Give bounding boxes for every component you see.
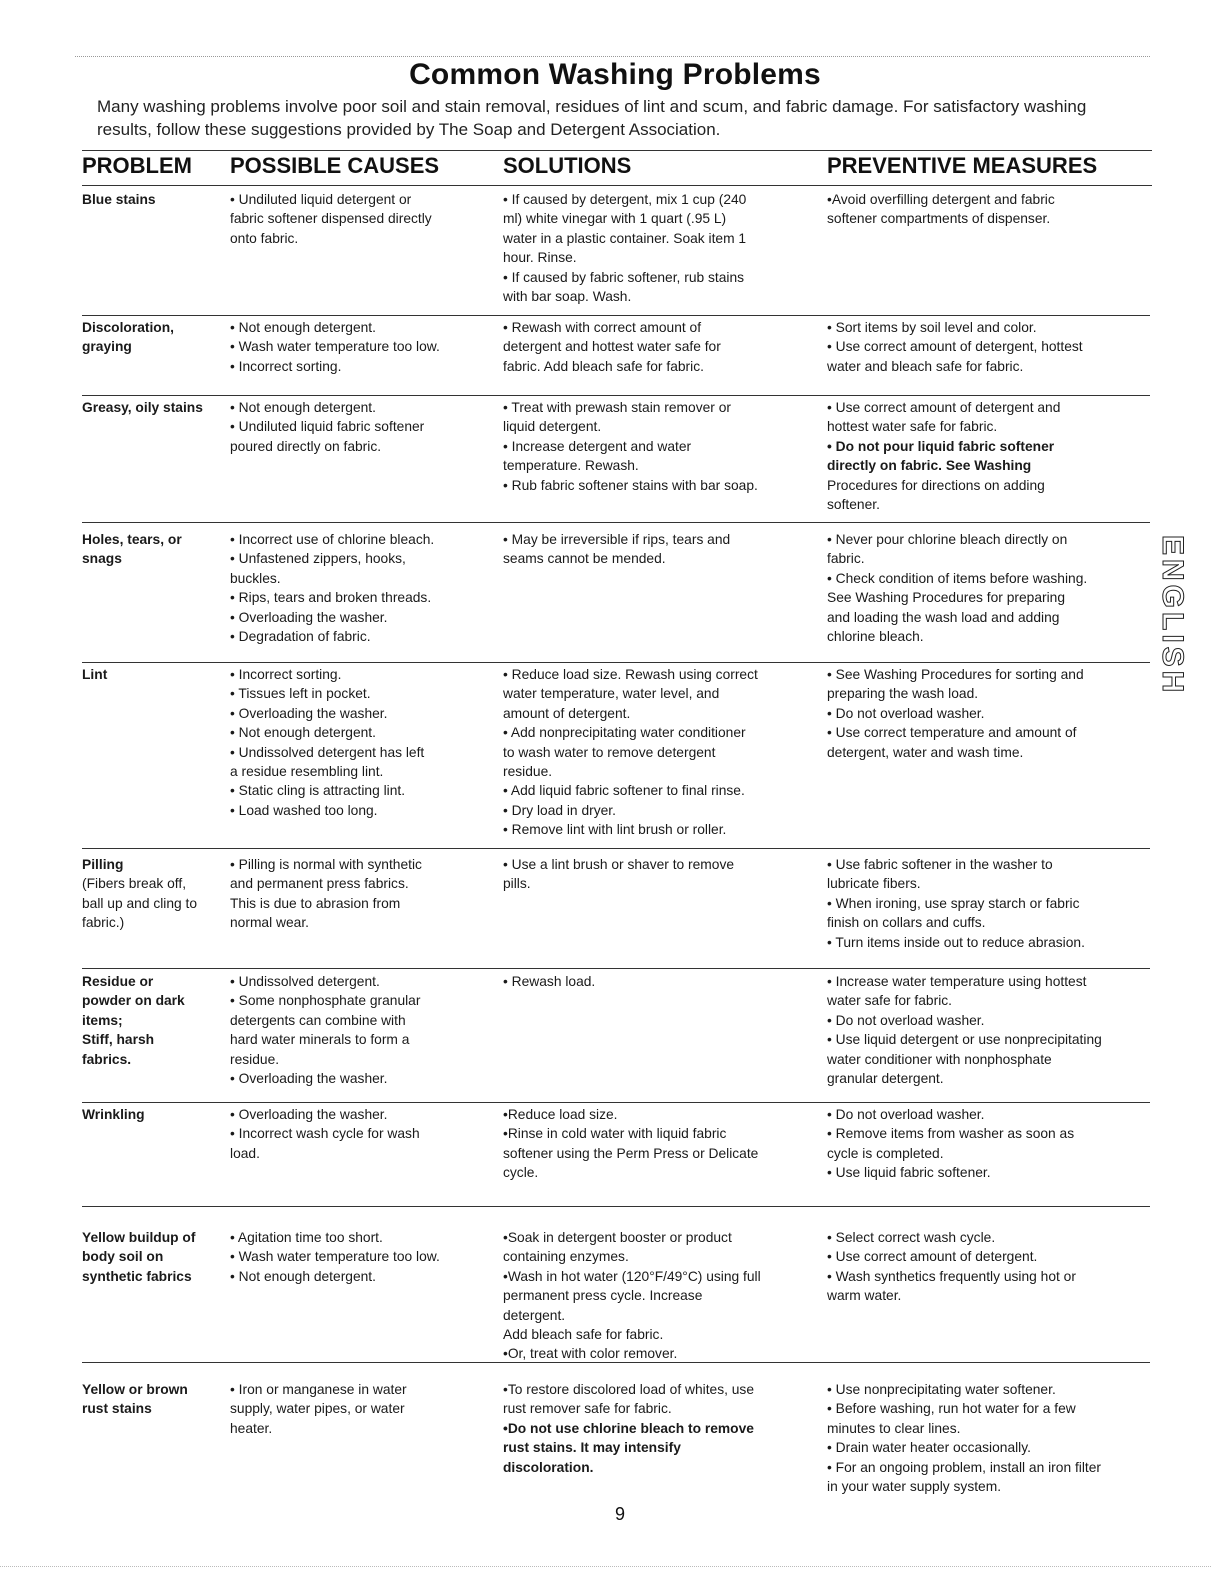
problem-cell bbox=[82, 972, 222, 1069]
causes-cell-line: This is due to abrasion from bbox=[230, 895, 401, 911]
causes-cell-line: • Not enough detergent. bbox=[230, 320, 376, 335]
solutions-cell-line: detergent. bbox=[503, 1307, 566, 1323]
causes-cell-line: detergents can combine with bbox=[230, 1012, 406, 1028]
problem-cell-line: rust stains bbox=[82, 1401, 152, 1417]
solutions-cell-line: discoloration. bbox=[503, 1459, 594, 1475]
causes-cell bbox=[230, 665, 495, 820]
preventive-cell-line: • Use liquid fabric softener. bbox=[827, 1165, 991, 1181]
preventive-cell-line: softener compartments of dispenser. bbox=[827, 211, 1051, 227]
solutions-cell-line: ml) white vinegar with 1 quart (.95 L) bbox=[503, 211, 727, 227]
solutions-cell-line: • Increase detergent and water bbox=[503, 438, 692, 454]
page-title: Common Washing Problems bbox=[409, 58, 821, 91]
preventive-cell-line: hottest water safe for fabric. bbox=[827, 419, 998, 435]
causes-cell-line: • Static cling is attracting lint. bbox=[230, 783, 406, 799]
preventive-cell bbox=[827, 190, 1157, 229]
causes-cell-line: • Rips, tears and broken threads. bbox=[230, 590, 432, 606]
header-causes: POSSIBLE CAUSES bbox=[230, 153, 440, 178]
solutions-cell-line: residue. bbox=[503, 764, 553, 780]
preventive-cell-line: •Avoid overfilling detergent and fabric bbox=[827, 192, 1055, 207]
causes-cell-line: • Unfastened zippers, hooks, bbox=[230, 551, 406, 567]
problem-cell-line: items; bbox=[82, 1012, 123, 1028]
header-problem: PROBLEM bbox=[82, 153, 192, 178]
solutions-cell-line: •Reduce load size. bbox=[503, 1107, 618, 1122]
causes-cell-line: • Overloading the washer. bbox=[230, 1071, 388, 1087]
problem-cell-line: Stiff, harsh bbox=[82, 1032, 155, 1048]
solutions-cell-line: • Rewash with correct amount of bbox=[503, 320, 702, 335]
problem-note-line: fabric.) bbox=[82, 915, 125, 931]
row-separator bbox=[82, 1102, 1150, 1103]
causes-cell-line: • Not enough detergent. bbox=[230, 725, 376, 741]
preventive-cell-line: water safe for fabric. bbox=[827, 993, 952, 1009]
preventive-cell bbox=[827, 665, 1157, 762]
problem-cell bbox=[82, 665, 222, 684]
problem-cell-line: synthetic fabrics bbox=[82, 1268, 192, 1284]
causes-cell-line: • Wash water temperature too low. bbox=[230, 1249, 440, 1265]
preventive-cell bbox=[827, 972, 1157, 1088]
causes-cell-line: residue. bbox=[230, 1051, 280, 1067]
solutions-cell-line: permanent press cycle. Increase bbox=[503, 1288, 703, 1304]
causes-cell-line: load. bbox=[230, 1145, 260, 1161]
solutions-cell-line: cycle. bbox=[503, 1165, 539, 1181]
problem-cell-line: Discoloration, bbox=[82, 320, 174, 335]
bottom-rule bbox=[0, 1566, 1211, 1567]
preventive-cell-line: • Use nonprecipitating water softener. bbox=[827, 1382, 1056, 1397]
solutions-cell-line: detergent and hottest water safe for bbox=[503, 339, 721, 355]
preventive-cell-line: finish on collars and cuffs. bbox=[827, 915, 986, 931]
preventive-cell-line: • Wash synthetics frequently using hot or bbox=[827, 1268, 1076, 1284]
preventive-cell-line: preparing the wash load. bbox=[827, 686, 979, 702]
preventive-cell-line: • See Washing Procedures for sorting and bbox=[827, 667, 1084, 682]
problem-cell-line: Holes, tears, or bbox=[82, 532, 182, 547]
solutions-cell-line: • If caused by fabric softener, rub stains bbox=[503, 269, 745, 285]
preventive-cell-line: • Use correct amount of detergent. bbox=[827, 1249, 1038, 1265]
solutions-cell-line: • Reduce load size. Rewash using correct bbox=[503, 667, 758, 682]
preventive-cell-line: and loading the wash load and adding bbox=[827, 609, 1060, 625]
problem-cell-line: powder on dark bbox=[82, 993, 185, 1009]
causes-cell-line: • Overloading the washer. bbox=[230, 1107, 388, 1122]
intro-paragraph: Many washing problems involve poor soil and stain removal, residues of lint and scum, and fabric damage. For satisfactory washing results, follow these suggestions provided by The Soap and Detergent Association. bbox=[97, 97, 1087, 139]
preventive-cell bbox=[827, 398, 1157, 514]
causes-cell-line: • Undissolved detergent. bbox=[230, 974, 380, 989]
solutions-cell bbox=[503, 318, 818, 376]
solutions-cell-line: water in a plastic container. Soak item 1 bbox=[503, 230, 747, 246]
solutions-cell-line: rust stains. It may intensify bbox=[503, 1440, 681, 1456]
preventive-cell-line: • Select correct wash cycle. bbox=[827, 1230, 996, 1245]
solutions-cell-line: temperature. Rewash. bbox=[503, 458, 639, 474]
preventive-cell-line: • Remove items from washer as soon as bbox=[827, 1126, 1075, 1142]
solutions-cell-line: to wash water to remove detergent bbox=[503, 744, 716, 760]
preventive-cell-line: chlorine bleach. bbox=[827, 629, 924, 645]
causes-cell-line: • Undissolved detergent has left bbox=[230, 744, 425, 760]
solutions-cell-line: • Rub fabric softener stains with bar soap. bbox=[503, 477, 758, 493]
causes-cell-line: fabric softener dispensed directly bbox=[230, 211, 432, 227]
preventive-cell-line: granular detergent. bbox=[827, 1071, 944, 1087]
solutions-cell bbox=[503, 530, 818, 569]
problem-cell-line: Residue or bbox=[82, 974, 154, 989]
causes-cell-line: poured directly on fabric. bbox=[230, 438, 382, 454]
causes-cell-line: • Incorrect wash cycle for wash bbox=[230, 1126, 420, 1142]
causes-cell-line: supply, water pipes, or water bbox=[230, 1401, 405, 1417]
preventive-cell bbox=[827, 855, 1157, 952]
causes-cell bbox=[230, 855, 495, 933]
preventive-cell-line: minutes to clear lines. bbox=[827, 1420, 961, 1436]
solutions-cell-line: seams cannot be mended. bbox=[503, 551, 666, 567]
causes-cell-line: • Wash water temperature too low. bbox=[230, 339, 440, 355]
causes-cell bbox=[230, 972, 495, 1088]
causes-cell bbox=[230, 530, 495, 646]
solutions-cell-line: • Remove lint with lint brush or roller. bbox=[503, 822, 727, 838]
header-preventive: PREVENTIVE MEASURES bbox=[827, 153, 1098, 178]
preventive-cell-line: in your water supply system. bbox=[827, 1479, 1002, 1495]
causes-cell-line: a residue resembling lint. bbox=[230, 764, 384, 780]
solutions-cell bbox=[503, 855, 818, 894]
causes-cell-line: • Some nonphosphate granular bbox=[230, 993, 421, 1009]
preventive-cell-line: See Washing Procedures for preparing bbox=[827, 590, 1065, 606]
top-rule bbox=[75, 56, 1150, 57]
solutions-cell-line: •Or, treat with color remover. bbox=[503, 1346, 678, 1362]
preventive-cell bbox=[827, 318, 1157, 376]
causes-cell-line: • Not enough detergent. bbox=[230, 1268, 376, 1284]
preventive-cell-line: • Use correct amount of detergent, hottest bbox=[827, 339, 1083, 355]
solutions-cell-line: •Soak in detergent booster or product bbox=[503, 1230, 732, 1245]
problem-cell bbox=[82, 1380, 222, 1419]
language-tab bbox=[1155, 535, 1191, 697]
causes-cell bbox=[230, 318, 495, 376]
causes-cell-line: • Overloading the washer. bbox=[230, 705, 388, 721]
problem-cell-line: Greasy, oily stains bbox=[82, 400, 203, 415]
solutions-cell-line: •Rinse in cold water with liquid fabric bbox=[503, 1126, 727, 1142]
preventive-cell-line: • Use fabric softener in the washer to bbox=[827, 857, 1053, 872]
problem-cell bbox=[82, 855, 222, 933]
preventive-cell bbox=[827, 1380, 1157, 1496]
solutions-cell-line: • Dry load in dryer. bbox=[503, 802, 616, 818]
causes-cell-line: • Incorrect use of chlorine bleach. bbox=[230, 532, 435, 547]
causes-cell-line: normal wear. bbox=[230, 915, 309, 931]
solutions-cell-line: • Add liquid fabric softener to final rinse. bbox=[503, 783, 745, 799]
row-separator bbox=[82, 315, 1150, 316]
causes-cell bbox=[230, 1228, 495, 1286]
causes-cell-line: • Overloading the washer. bbox=[230, 609, 388, 625]
problem-cell-line: snags bbox=[82, 551, 122, 567]
causes-cell-line: • Undiluted liquid fabric softener bbox=[230, 419, 425, 435]
problem-cell-line: Yellow buildup of bbox=[82, 1230, 196, 1245]
preventive-cell bbox=[827, 530, 1157, 646]
preventive-cell-line: • Increase water temperature using hottest bbox=[827, 974, 1087, 989]
solutions-cell bbox=[503, 972, 818, 991]
causes-cell-line: hard water minerals to form a bbox=[230, 1032, 410, 1048]
problem-cell bbox=[82, 1228, 222, 1286]
solutions-cell-line: •Wash in hot water (120°F/49°C) using full bbox=[503, 1268, 761, 1284]
preventive-cell-line: • Do not overload washer. bbox=[827, 705, 985, 721]
solutions-cell bbox=[503, 398, 818, 495]
causes-cell-line: • Pilling is normal with synthetic bbox=[230, 857, 422, 872]
causes-cell-line: • Incorrect sorting. bbox=[230, 667, 342, 682]
problem-cell-line: fabrics. bbox=[82, 1051, 132, 1067]
preventive-cell bbox=[827, 1228, 1157, 1306]
solutions-cell-line: • Use a lint brush or shaver to remove bbox=[503, 857, 735, 872]
preventive-cell-line: water and bleach safe for fabric. bbox=[827, 358, 1024, 374]
row-separator bbox=[82, 395, 1150, 396]
solutions-cell-line: hour. Rinse. bbox=[503, 250, 577, 266]
causes-cell bbox=[230, 190, 495, 248]
solutions-cell-line: •To restore discolored load of whites, use bbox=[503, 1382, 755, 1397]
problem-cell-line: Pilling bbox=[82, 857, 124, 872]
solutions-cell-line: softener using the Perm Press or Delicate bbox=[503, 1145, 759, 1161]
causes-cell-line: and permanent press fabrics. bbox=[230, 876, 409, 892]
preventive-cell-line: • Do not pour liquid fabric softener bbox=[827, 438, 1055, 454]
preventive-cell-line: directly on fabric. See Washing bbox=[827, 458, 1032, 474]
solutions-cell-line: Add bleach safe for fabric. bbox=[503, 1327, 664, 1343]
solutions-cell bbox=[503, 1105, 818, 1183]
preventive-cell-line: softener. bbox=[827, 497, 880, 513]
problem-cell-line: graying bbox=[82, 339, 132, 355]
preventive-cell-line: fabric. bbox=[827, 551, 865, 567]
preventive-cell-line: • Do not overload washer. bbox=[827, 1107, 985, 1122]
solutions-cell bbox=[503, 665, 818, 840]
causes-cell-line: • Load washed too long. bbox=[230, 802, 378, 818]
solutions-cell-line: liquid detergent. bbox=[503, 419, 602, 435]
solutions-cell bbox=[503, 190, 818, 306]
preventive-cell-line: warm water. bbox=[827, 1288, 902, 1304]
preventive-cell-line: Procedures for directions on adding bbox=[827, 477, 1045, 493]
solutions-cell-line: •Do not use chlorine bleach to remove bbox=[503, 1420, 754, 1436]
problem-note-line: ball up and cling to bbox=[82, 895, 198, 911]
preventive-cell-line: • For an ongoing problem, install an iron filter bbox=[827, 1459, 1102, 1475]
causes-cell bbox=[230, 398, 495, 456]
solutions-cell-line: amount of detergent. bbox=[503, 705, 631, 721]
problem-cell-line: Yellow or brown bbox=[82, 1382, 188, 1397]
problem-cell-line: Blue stains bbox=[82, 192, 156, 207]
preventive-cell-line: • Use correct amount of detergent and bbox=[827, 400, 1061, 415]
causes-cell-line: buckles. bbox=[230, 570, 281, 586]
solutions-cell-line: with bar soap. Wash. bbox=[503, 289, 632, 305]
solutions-cell-line: • Treat with prewash stain remover or bbox=[503, 400, 731, 415]
problem-cell-line: body soil on bbox=[82, 1249, 164, 1265]
problem-cell bbox=[82, 190, 222, 209]
problem-cell bbox=[82, 398, 222, 417]
problem-cell-line: Lint bbox=[82, 667, 108, 682]
problem-note-line: (Fibers break off, bbox=[82, 876, 187, 892]
solutions-cell-line: rust remover safe for fabric. bbox=[503, 1401, 672, 1417]
preventive-cell-line: • Use correct temperature and amount of bbox=[827, 725, 1077, 741]
causes-cell-line: • Iron or manganese in water bbox=[230, 1382, 407, 1397]
problem-cell bbox=[82, 1105, 222, 1124]
causes-cell-line: onto fabric. bbox=[230, 230, 299, 246]
preventive-cell-line: cycle is completed. bbox=[827, 1145, 944, 1161]
preventive-cell-line: water conditioner with nonphosphate bbox=[827, 1051, 1052, 1067]
solutions-cell-line: water temperature, water level, and bbox=[503, 686, 720, 702]
solutions-cell-line: • If caused by detergent, mix 1 cup (240 bbox=[503, 192, 747, 207]
problem-cell-line: Wrinkling bbox=[82, 1107, 145, 1122]
page-number: 9 bbox=[614, 1504, 625, 1524]
preventive-cell-line: • Use liquid detergent or use nonprecipitating bbox=[827, 1032, 1102, 1048]
causes-cell-line: • Degradation of fabric. bbox=[230, 629, 371, 645]
preventive-cell-line: • Never pour chlorine bleach directly on bbox=[827, 532, 1068, 547]
causes-cell-line: • Incorrect sorting. bbox=[230, 358, 342, 374]
causes-cell bbox=[230, 1105, 495, 1163]
causes-cell-line: • Not enough detergent. bbox=[230, 400, 376, 415]
causes-cell-line: heater. bbox=[230, 1420, 273, 1436]
row-separator bbox=[82, 662, 1150, 663]
preventive-cell bbox=[827, 1105, 1157, 1183]
solutions-cell-line: pills. bbox=[503, 876, 531, 892]
causes-cell-line: • Agitation time too short. bbox=[230, 1230, 383, 1245]
solutions-cell bbox=[503, 1380, 818, 1477]
row-separator bbox=[82, 522, 1150, 523]
header-solutions: SOLUTIONS bbox=[503, 153, 632, 178]
problem-cell bbox=[82, 318, 222, 357]
preventive-cell-line: • Before washing, run hot water for a few bbox=[827, 1401, 1076, 1417]
solutions-cell-line: • May be irreversible if rips, tears and bbox=[503, 532, 731, 547]
preventive-cell-line: • Sort items by soil level and color. bbox=[827, 320, 1037, 335]
preventive-cell-line: • Drain water heater occasionally. bbox=[827, 1440, 1031, 1456]
solutions-cell-line: fabric. Add bleach safe for fabric. bbox=[503, 358, 704, 374]
preventive-cell-line: • Check condition of items before washing. bbox=[827, 570, 1088, 586]
row-separator bbox=[82, 1206, 1150, 1207]
solutions-cell-line: • Add nonprecipitating water conditioner bbox=[503, 725, 746, 741]
preventive-cell-line: detergent, water and wash time. bbox=[827, 744, 1024, 760]
preventive-cell-line: • Turn items inside out to reduce abrasion. bbox=[827, 934, 1085, 950]
language-tab-label: ENGLISH bbox=[1156, 535, 1189, 697]
preventive-cell-line: • Do not overload washer. bbox=[827, 1012, 985, 1028]
solutions-cell bbox=[503, 1228, 818, 1364]
preventive-cell-line: • When ironing, use spray starch or fabric bbox=[827, 895, 1080, 911]
preventive-cell-line: lubricate fibers. bbox=[827, 876, 921, 892]
causes-cell bbox=[230, 1380, 495, 1438]
problem-cell bbox=[82, 530, 222, 569]
causes-cell-line: • Tissues left in pocket. bbox=[230, 686, 371, 702]
row-separator bbox=[82, 848, 1150, 849]
solutions-cell-line: • Rewash load. bbox=[503, 974, 596, 989]
row-separator bbox=[82, 968, 1150, 969]
solutions-cell-line: containing enzymes. bbox=[503, 1249, 629, 1265]
causes-cell-line: • Undiluted liquid detergent or bbox=[230, 192, 412, 207]
column-headers bbox=[82, 150, 1152, 186]
